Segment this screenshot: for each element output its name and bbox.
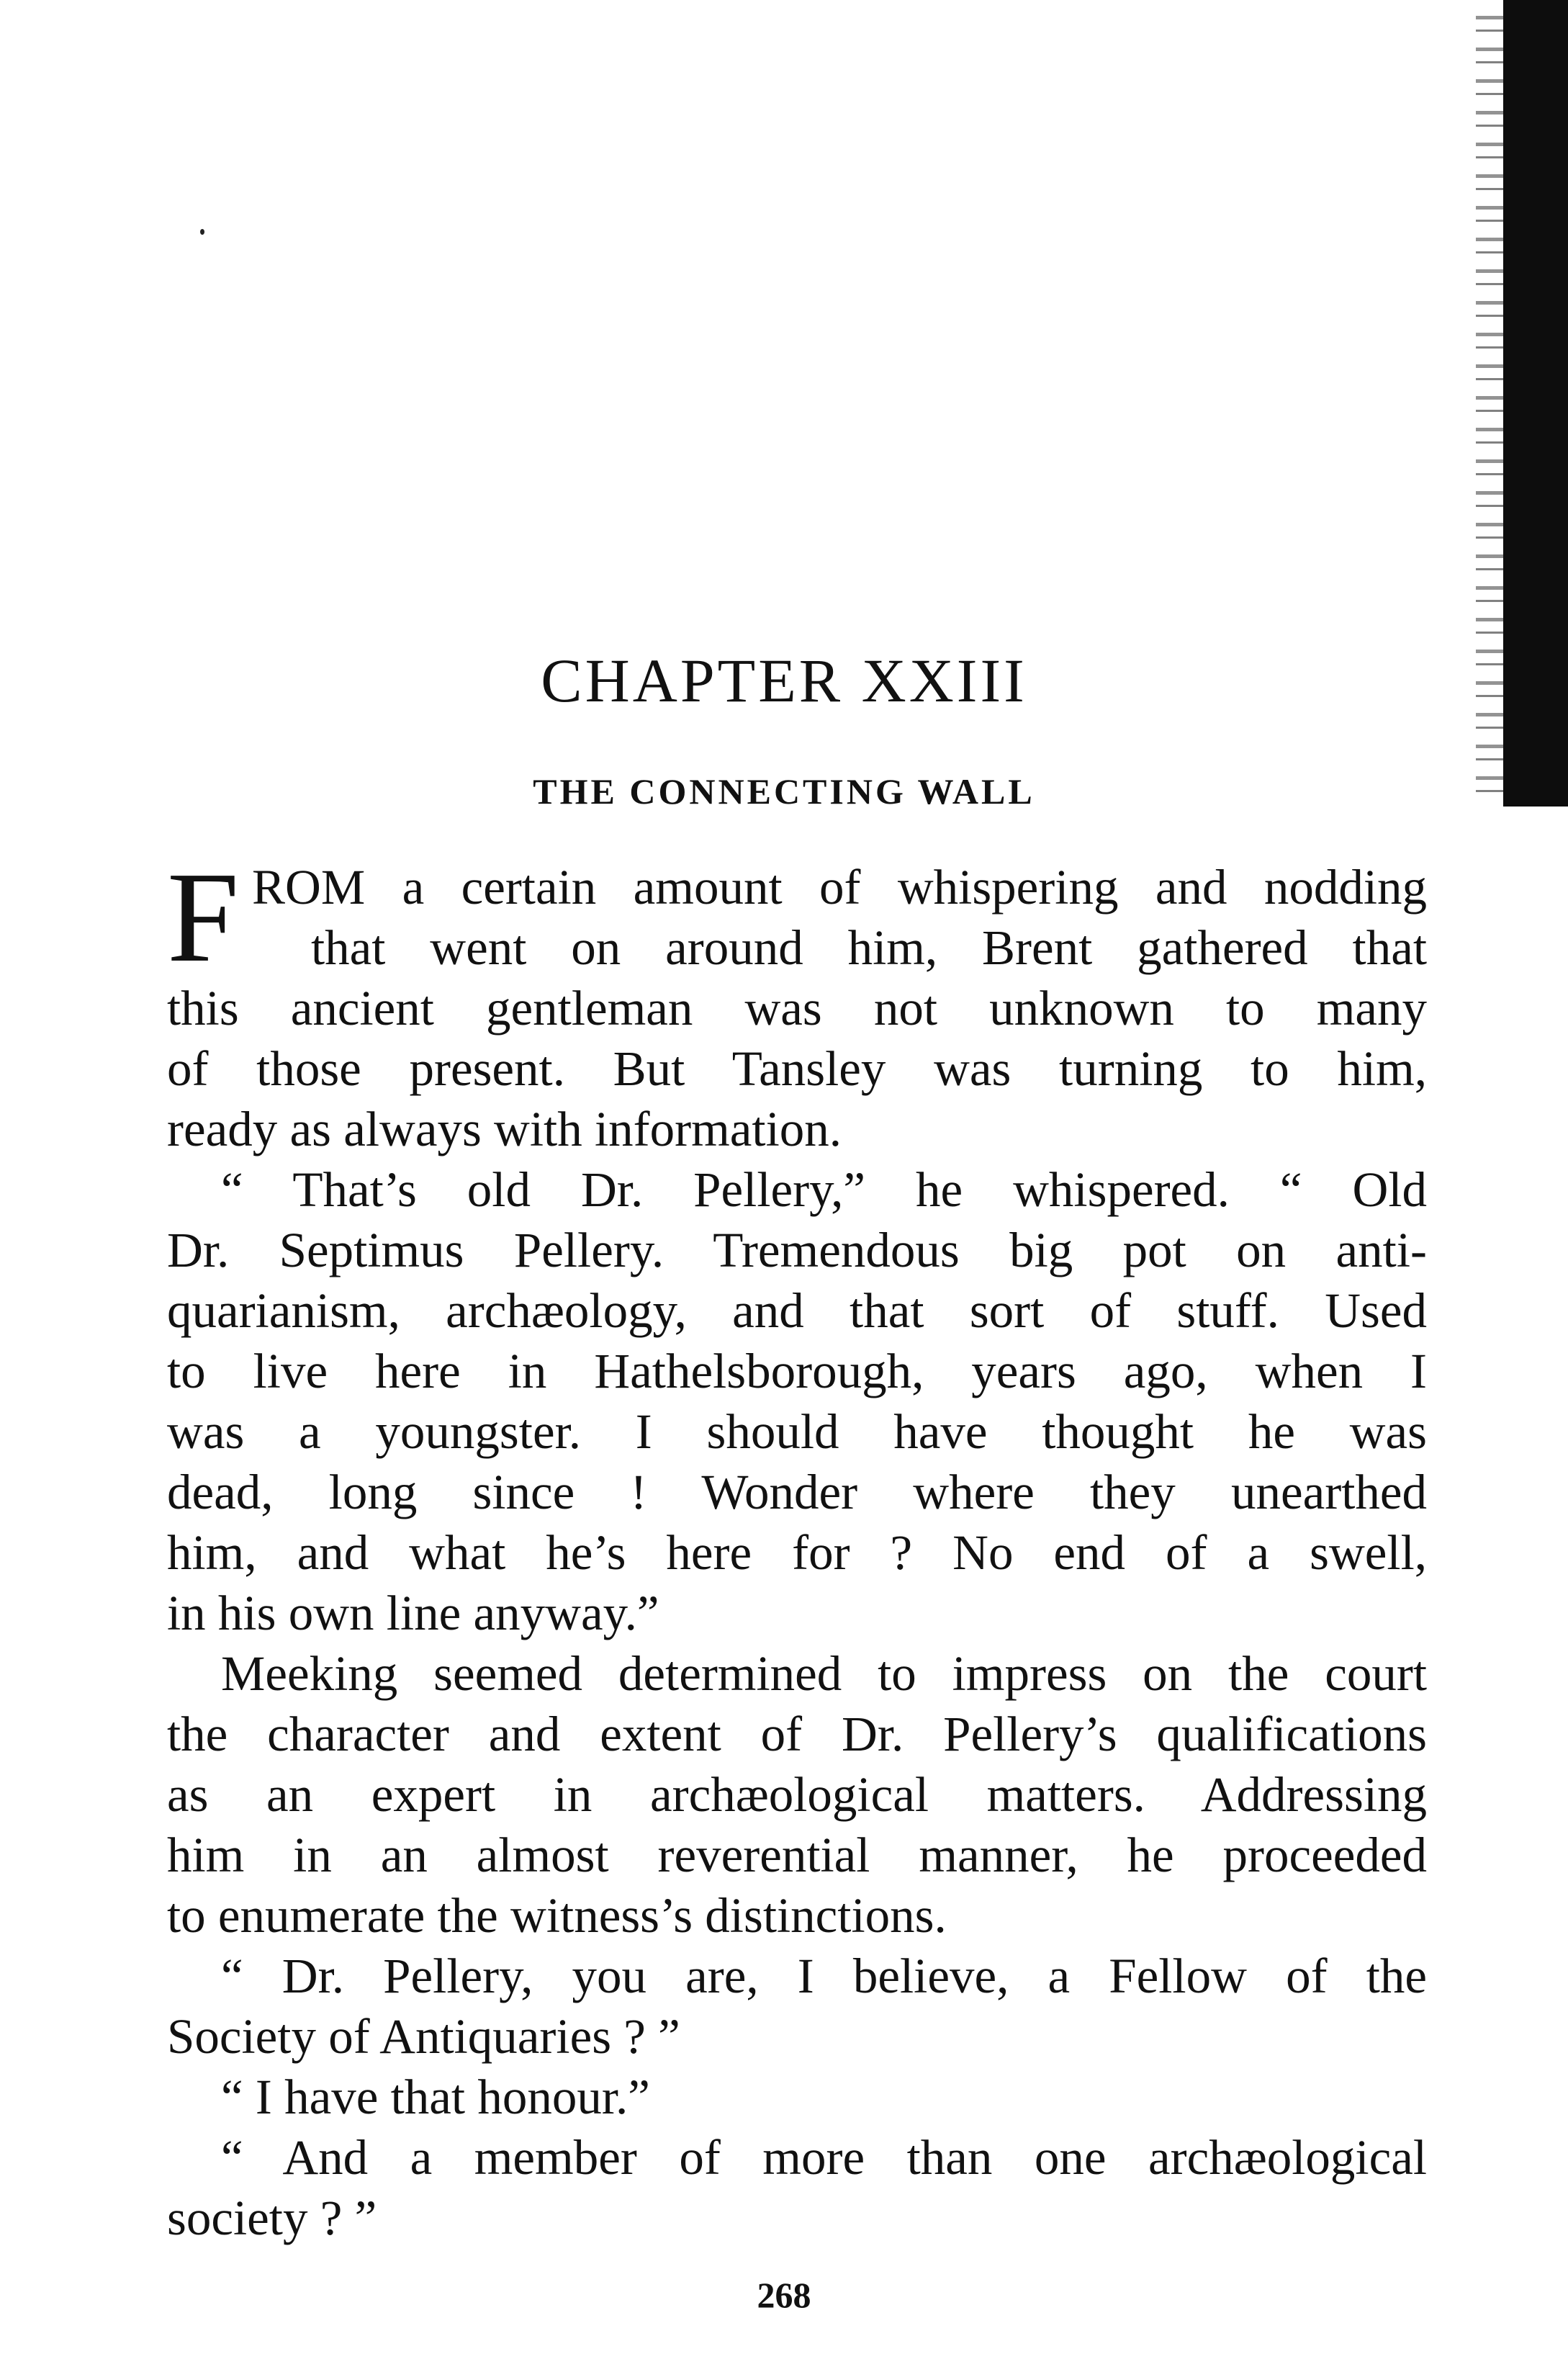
text-line: “ I have that honour.” xyxy=(221,2070,650,2124)
text-line: Society of Antiquaries ? ” xyxy=(167,2009,680,2064)
body-text xyxy=(167,845,1427,2248)
text-line: ROM a certain amount of whispering and nodding xyxy=(252,860,1427,915)
text-line: quarianism, archæology, and that sort of stuff. Used xyxy=(167,1283,1427,1338)
text-line: him in an almost reverential manner, he proceeded xyxy=(167,1828,1427,1882)
text-line: Meeking seemed determined to impress on the court xyxy=(221,1646,1427,1701)
chapter-subtitle: THE CONNECTING WALL xyxy=(533,771,1035,812)
text-line: in his own line anyway.” xyxy=(167,1586,659,1640)
text-line: this ancient gentleman was not unknown to many xyxy=(167,981,1427,1036)
text-line: “ That’s old Dr. Pellery,” he whispered. “ Old xyxy=(221,1162,1427,1217)
text-line: the character and extent of Dr. Pellery’s qualifications xyxy=(167,1707,1427,1761)
text-line: to live here in Hathelsborough, years ago, when I xyxy=(167,1344,1427,1398)
page-number: 268 xyxy=(757,2275,811,2315)
text-line: “ And a member of more than one archæological xyxy=(221,2130,1427,2185)
text-line: was a youngster. I should have thought he was xyxy=(167,1404,1427,1459)
text-line: ready as always with information. xyxy=(167,1102,842,1156)
text-line: as an expert in archæological matters. Addressing xyxy=(167,1767,1427,1822)
text-line: of those present. But Tansley was turning to him, xyxy=(167,1041,1427,1096)
text-line: Dr. Septimus Pellery. Tremendous big pot on anti- xyxy=(167,1223,1427,1277)
chapter-title: CHAPTER XXIII xyxy=(541,646,1027,715)
text-line: “ Dr. Pellery, you are, I believe, a Fellow of the xyxy=(221,1949,1427,2003)
text-line: him, and what he’s here for ? No end of a swell, xyxy=(167,1525,1427,1580)
drop-cap: F xyxy=(167,845,240,989)
text-line: society ? ” xyxy=(167,2191,377,2245)
text-line: that went on around him, Brent gathered that xyxy=(311,920,1427,975)
print-speck xyxy=(200,229,204,235)
text-line: to enumerate the witness’s distinctions. xyxy=(167,1888,947,1943)
text-line: dead, long since ! Wonder where they unearthed xyxy=(167,1465,1427,1519)
